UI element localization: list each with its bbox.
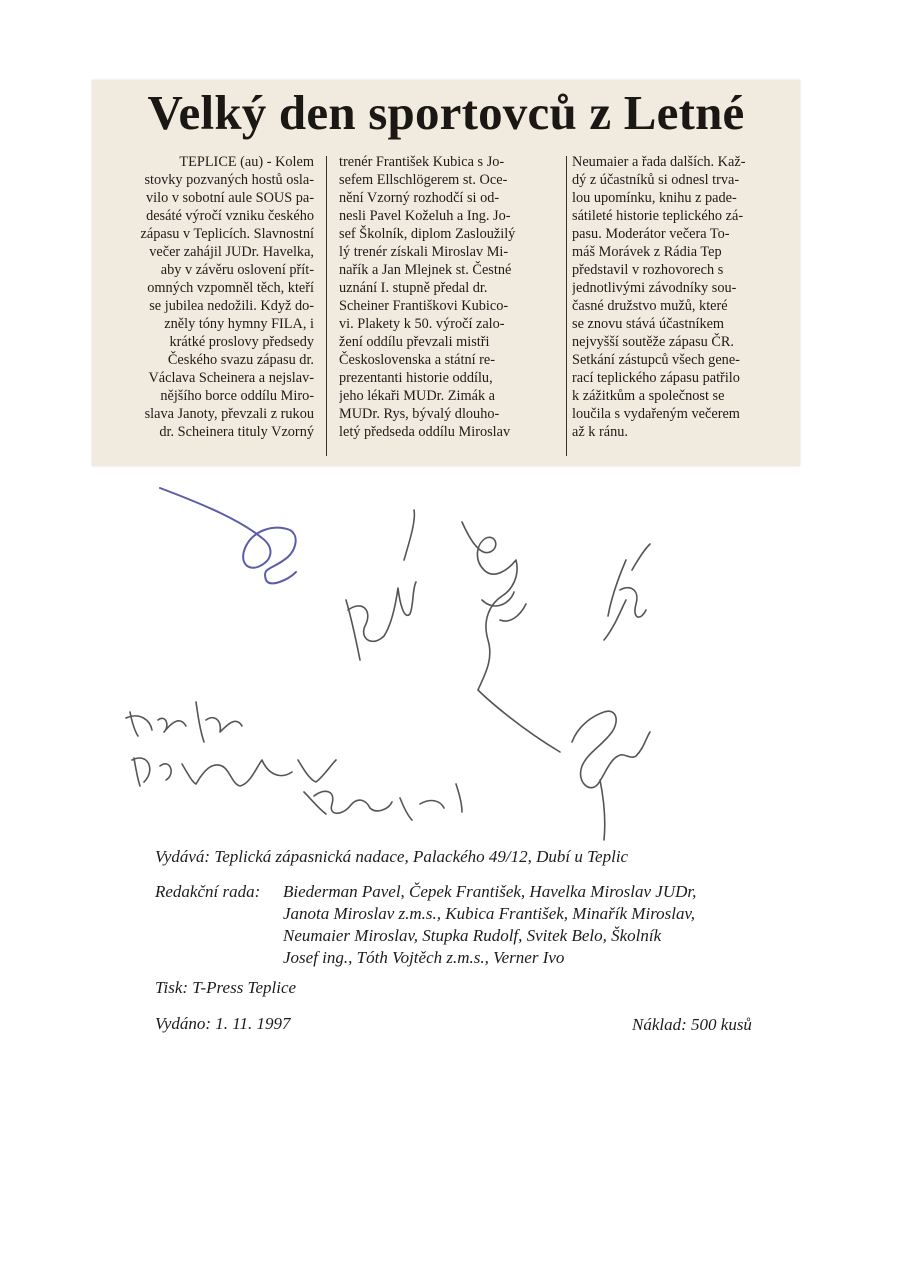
article-line: máš Morávek z Rádia Tep	[572, 244, 722, 260]
publisher-line: Vydává: Teplická zápasnická nadace, Palackého 49/12, Dubí u Teplic	[155, 847, 629, 866]
article-line: prezentanti historie oddílu,	[339, 370, 493, 386]
article-line: rací teplického zápasu patřilo	[572, 370, 740, 386]
board-line: Josef ing., Tóth Vojtěch z.m.s., Verner Ivo	[283, 948, 565, 967]
article-line: letý předseda oddílu Miroslav	[339, 424, 511, 440]
article-line: MUDr. Rys, bývalý dlouho-	[339, 406, 500, 422]
article-line: Československa a státní re-	[339, 352, 496, 368]
article-column-3	[572, 153, 794, 463]
article-line: nařík a Jan Mlejnek st. Čestné	[339, 262, 512, 278]
article-line: představil v rozhovorech s	[572, 262, 724, 278]
signature-pencil	[572, 711, 650, 840]
column-divider	[326, 156, 327, 456]
article-line: k zážitkům a společnost se	[572, 388, 725, 404]
editorial-board-label: Redakční rada:	[155, 882, 261, 901]
article-line: Setkání zástupců všech gene-	[572, 352, 740, 368]
signature-pencil	[132, 758, 336, 786]
article-line: žení oddílu převzali mistři	[339, 334, 490, 350]
signature-pencil	[346, 510, 416, 660]
article-line: nění Vzorný rozhodčí si od-	[339, 190, 500, 206]
article-line: lý trenér získali Miroslav Mi-	[339, 244, 509, 260]
article-line: TEPLICE (au) - Kolem	[179, 154, 314, 170]
signature-pencil	[604, 544, 650, 640]
article-line: vilo v sobotní aule SOUS pa-	[146, 190, 314, 206]
article-headline: Velký den sportovců z Letné	[147, 85, 745, 140]
signature-pencil	[126, 702, 242, 742]
article-line: Neumaier a řada dalších. Kaž-	[572, 154, 746, 170]
article-line: sefem Ellschlögerem st. Oce-	[339, 172, 508, 188]
article-line: se znovu stává účastníkem	[572, 316, 725, 332]
article-line: dý z účastníků si odnesl trva-	[572, 172, 740, 188]
article-line: zápasu v Teplicích. Slavnostní	[140, 226, 314, 242]
article-line: časné družstvo mužů, které	[572, 298, 728, 314]
article-line: zněly tóny hymny FILA, i	[164, 316, 314, 332]
newspaper-clipping	[92, 80, 800, 466]
board-line: Biederman Pavel, Čepek František, Havelka Miroslav JUDr,	[283, 882, 697, 901]
article-line: nesli Pavel Koželuh a Ing. Jo-	[339, 208, 511, 224]
column-divider	[566, 156, 567, 456]
article-line: sátileté historie teplického zá-	[572, 208, 744, 224]
article-column-1	[98, 153, 314, 463]
article-line: uznání I. stupně předal dr.	[339, 280, 488, 296]
article-line: až k ránu.	[572, 424, 628, 440]
article-line: slava Janoty, převzali z rukou	[144, 406, 314, 422]
editorial-board-names	[283, 881, 793, 969]
article-line: Václava Scheinera a nejslav-	[148, 370, 314, 386]
article-line: dr. Scheinera tituly Vzorný	[159, 424, 314, 440]
article-line: lou upomínku, knihu z pade-	[572, 190, 737, 206]
article-line: krátké proslovy předsedy	[169, 334, 314, 350]
article-line: loučila s vydařeným večerem	[572, 406, 740, 422]
article-line: se jubilea nedožili. Když do-	[149, 298, 314, 314]
board-line: Janota Miroslav z.m.s., Kubica František, Minařík Miroslav,	[283, 904, 696, 923]
article-line: stovky pozvaných hostů osla-	[144, 172, 314, 188]
article-line: Scheiner Františkovi Kubico-	[339, 298, 509, 314]
article-column-2	[339, 153, 561, 463]
print-run: Náklad: 500 kusů	[632, 1015, 752, 1034]
article-line: večer zahájil JUDr. Havelka,	[149, 244, 314, 260]
article-line: desáté výročí vzniku českého	[146, 208, 314, 224]
article-line: Českého svazu zápasu dr.	[167, 352, 314, 368]
article-line: vi. Plakety k 50. výročí zalo-	[339, 316, 505, 332]
issue-date: Vydáno: 1. 11. 1997	[155, 1014, 291, 1033]
article-line: omných vzpomněl těch, kteří	[147, 280, 314, 296]
article-line: aby v závěru oslovení přít-	[160, 262, 314, 278]
article-line: pasu. Moderátor večera To-	[572, 226, 730, 242]
board-line: Neumaier Miroslav, Stupka Rudolf, Svitek Belo, Školník	[283, 926, 662, 945]
article-line: trenér František Kubica s Jo-	[339, 154, 505, 170]
signature-pencil	[304, 784, 462, 820]
article-line: jednotlivými závodníky sou-	[572, 280, 737, 296]
article-line: nejvyšší soutěže zápasu ČR.	[572, 334, 734, 350]
article-line: sef Školník, diplom Zasloužilý	[339, 226, 516, 242]
printer-line: Tisk: T-Press Teplice	[155, 978, 297, 997]
article-line: jeho lékaři MUDr. Zimák a	[339, 388, 496, 404]
article-line: nějšího borce oddílu Miro-	[160, 388, 314, 404]
signature-blue	[160, 488, 296, 583]
signature-pencil	[462, 522, 560, 752]
